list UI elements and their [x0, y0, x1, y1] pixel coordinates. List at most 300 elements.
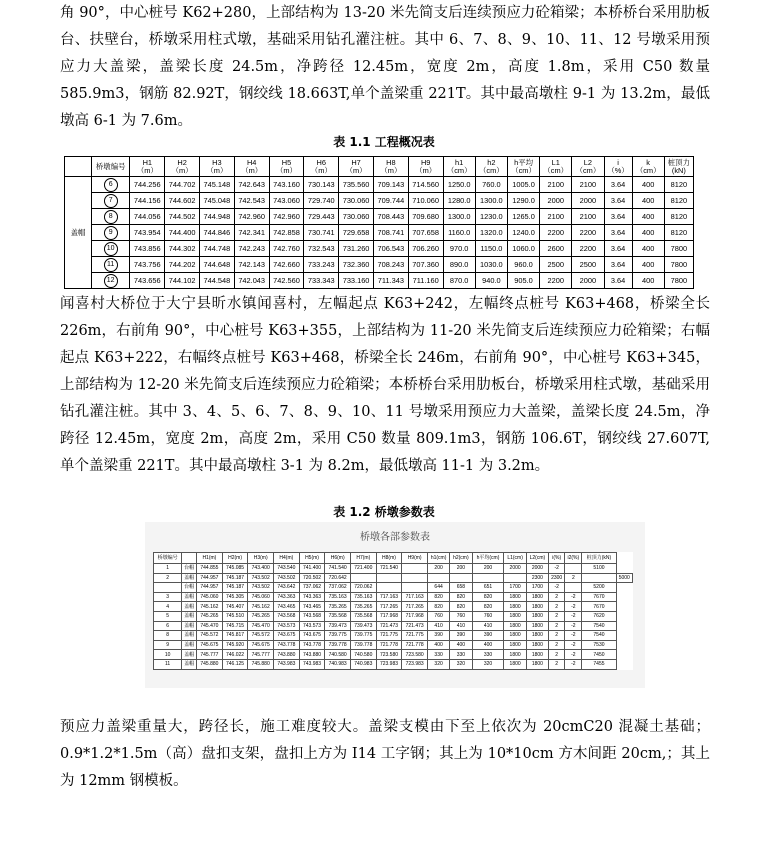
table-cell: 5200 — [582, 583, 616, 593]
table-cell — [402, 573, 428, 583]
table-row — [65, 241, 694, 257]
table-cell: 3.64 — [604, 257, 632, 273]
table-cell: 723.580 — [376, 650, 402, 660]
table-cell: -2 — [549, 564, 565, 574]
table-cell: 743.060 — [269, 193, 304, 209]
table-1-header-cell: 桥墩编号 — [92, 157, 130, 177]
table-1-group-label: 盖帽 — [65, 177, 92, 289]
table-cell: 743.880 — [299, 650, 325, 660]
table-cell: 745.510 — [222, 611, 248, 621]
table-2 — [153, 552, 633, 670]
table-1-header-cell: L2 （cm） — [572, 157, 604, 177]
table-cell: 733.243 — [304, 257, 339, 273]
table-cell: 737.062 — [325, 583, 351, 593]
table-cell: 745.675 — [197, 640, 223, 650]
table-1-header-cell: H3 （m） — [199, 157, 234, 177]
table-cell: 707.658 — [408, 225, 443, 241]
table-cell: 743.502 — [248, 573, 274, 583]
table-cell: 721.775 — [376, 631, 402, 641]
table-cell: 1800 — [504, 650, 526, 660]
table-cell: 320 — [427, 659, 449, 669]
table-cell: 717.968 — [402, 611, 428, 621]
table-cell: 2000 — [540, 193, 572, 209]
table-row — [154, 631, 633, 641]
table-cell: 745.715 — [222, 621, 248, 631]
table-cell: 735.163 — [325, 592, 351, 602]
table-cell: 3.64 — [604, 193, 632, 209]
table-cell: 2200 — [540, 225, 572, 241]
table-cell: 10 — [154, 650, 182, 660]
table-cell: 644 — [427, 583, 449, 593]
table-cell — [402, 564, 428, 574]
pier-number-cell: 6 — [92, 177, 130, 193]
table-1-corner-cell — [65, 157, 92, 177]
table-cell: 2100 — [540, 209, 572, 225]
table-2-header-cell: 桩顶力(kN) — [582, 553, 616, 564]
table-cell: 743.363 — [299, 592, 325, 602]
table-cell: 743.954 — [130, 225, 165, 241]
table-cell: 729.658 — [339, 225, 374, 241]
table-cell: 720.502 — [299, 573, 325, 583]
table-cell: 1800 — [526, 659, 548, 669]
table-2-header-cell: 桥墩编号 — [154, 553, 182, 564]
table-cell: 960.0 — [507, 257, 539, 273]
table-cell: 721.778 — [376, 640, 402, 650]
table-cell: 7800 — [664, 273, 693, 289]
table-cell: 盖帽 — [182, 611, 197, 621]
table-2-header-cell: H6(m) — [325, 553, 351, 564]
table-cell: 200 — [427, 564, 449, 574]
table-cell: 2 — [549, 602, 565, 612]
table-cell: 739.778 — [325, 640, 351, 650]
table-cell: 330 — [450, 650, 472, 660]
table-cell: 735.568 — [325, 611, 351, 621]
table-1-caption: 表 1.1 工程概况表 — [333, 135, 435, 149]
table-cell: 2000 — [572, 273, 604, 289]
table-cell: -2 — [565, 650, 582, 660]
table-cell: 1250.0 — [443, 177, 475, 193]
table-1-header-cell: k （cm） — [632, 157, 664, 177]
table-cell: 746.125 — [222, 659, 248, 669]
table-cell: 745.187 — [222, 583, 248, 593]
table-cell: 717.968 — [376, 611, 402, 621]
table-cell: 1800 — [504, 602, 526, 612]
table-1-header-cell: H7 （m） — [339, 157, 374, 177]
table-cell: 743.778 — [274, 640, 300, 650]
table-cell: 706.260 — [408, 241, 443, 257]
table-row — [154, 650, 633, 660]
table-cell: 740.580 — [351, 650, 377, 660]
table-cell: 743.400 — [248, 564, 274, 574]
table-cell: 6 — [154, 621, 182, 631]
table-1-header-cell: h平均 （cm） — [507, 157, 539, 177]
table-cell: 744.957 — [197, 573, 223, 583]
table-cell: 2200 — [572, 225, 604, 241]
table-cell: 7450 — [582, 650, 616, 660]
table-cell: 2500 — [540, 257, 572, 273]
table-cell: 745.470 — [197, 621, 223, 631]
table-row — [65, 209, 694, 225]
table-cell: 745.162 — [197, 602, 223, 612]
table-cell: 2 — [549, 650, 565, 660]
table-cell: 320 — [450, 659, 472, 669]
table-cell: -2 — [565, 640, 582, 650]
table-2-header-cell: h平均(cm) — [472, 553, 504, 564]
table-cell: 744.846 — [199, 225, 234, 241]
pier-number-cell: 8 — [92, 209, 130, 225]
table-cell: 盖帽 — [182, 631, 197, 641]
table-cell: 390 — [427, 631, 449, 641]
table-cell: 400 — [632, 273, 664, 289]
table-cell: 400 — [632, 193, 664, 209]
table-cell: 400 — [450, 640, 472, 650]
table-cell: 714.560 — [408, 177, 443, 193]
table-cell — [504, 573, 526, 583]
table-cell: 3.64 — [604, 241, 632, 257]
table-cell: 390 — [472, 631, 504, 641]
table-cell: 400 — [632, 241, 664, 257]
table-cell: 200 — [450, 564, 472, 574]
table-2-header-cell — [182, 553, 197, 564]
table-row — [154, 621, 633, 631]
table-cell: 1060.0 — [507, 241, 539, 257]
table-cell: 739.778 — [351, 640, 377, 650]
table-cell: 745.407 — [222, 602, 248, 612]
table-cell: 739.775 — [325, 631, 351, 641]
table-cell: 5 — [154, 611, 182, 621]
table-cell: 2500 — [572, 257, 604, 273]
table-cell: 330 — [472, 650, 504, 660]
table-cell: 1030.0 — [475, 257, 507, 273]
table-cell: 745.920 — [222, 640, 248, 650]
table-cell: 1800 — [504, 631, 526, 641]
table-cell: 743.502 — [248, 583, 274, 593]
table-cell: 735.560 — [339, 177, 374, 193]
table-cell — [376, 573, 402, 583]
table-cell: 710.060 — [408, 193, 443, 209]
table-cell: 盖帽 — [182, 592, 197, 602]
table-cell: 742.043 — [234, 273, 269, 289]
table-cell — [565, 583, 582, 593]
table-cell: 8120 — [664, 209, 693, 225]
table-1-header-cell: L1 （cm） — [540, 157, 572, 177]
table-cell: 2000 — [504, 564, 526, 574]
table-cell: 2 — [154, 573, 182, 583]
table-cell: 717.265 — [376, 602, 402, 612]
table-cell: 760 — [450, 611, 472, 621]
table-cell: 708.741 — [373, 225, 408, 241]
table-cell: 820 — [427, 592, 449, 602]
table-cell: 744.948 — [199, 209, 234, 225]
table-cell: 745.470 — [248, 621, 274, 631]
table-1-header-cell: H5 （m） — [269, 157, 304, 177]
table-row — [65, 257, 694, 273]
table-cell: 709.143 — [373, 177, 408, 193]
table-cell: 1700 — [526, 583, 548, 593]
pier-number-cell: 7 — [92, 193, 130, 209]
table-cell: 733.343 — [304, 273, 339, 289]
table-cell — [376, 583, 402, 593]
table-cell: 744.602 — [165, 193, 200, 209]
table-cell: 11 — [154, 659, 182, 669]
table-cell: 745.777 — [248, 650, 274, 660]
table-cell: 744.502 — [165, 209, 200, 225]
table-cell: -2 — [549, 583, 565, 593]
pier-number-cell: 9 — [92, 225, 130, 241]
table-2-header-cell: H7(m) — [351, 553, 377, 564]
table-cell: 741.540 — [325, 564, 351, 574]
table-cell: 7670 — [582, 592, 616, 602]
table-cell: 742.560 — [269, 273, 304, 289]
table-cell: 744.056 — [130, 209, 165, 225]
table-cell: 1800 — [526, 602, 548, 612]
table-cell: 7530 — [582, 640, 616, 650]
table-cell: 3.64 — [604, 177, 632, 193]
table-cell: 745.162 — [248, 602, 274, 612]
table-cell: 台帽 — [182, 583, 197, 593]
table-cell: 200 — [472, 564, 504, 574]
table-cell: 717.163 — [402, 592, 428, 602]
table-cell: 744.957 — [197, 583, 223, 593]
table-cell: 410 — [427, 621, 449, 631]
table-cell: 744.702 — [165, 177, 200, 193]
table-cell: 1800 — [504, 621, 526, 631]
table-cell: 739.473 — [325, 621, 351, 631]
table-cell: 730.741 — [304, 225, 339, 241]
table-cell: 8120 — [664, 225, 693, 241]
table-cell: 1150.0 — [475, 241, 507, 257]
table-cell: 720.062 — [351, 583, 377, 593]
table-1-header-cell: 桩顶力 (kN) — [664, 157, 693, 177]
table-cell: 1800 — [504, 611, 526, 621]
table-cell: 7800 — [664, 241, 693, 257]
table-cell: 2300 — [549, 573, 565, 583]
table-cell: 742.960 — [269, 209, 304, 225]
table-cell: 708.243 — [373, 257, 408, 273]
table-1-header-cell: i （%） — [604, 157, 632, 177]
table-cell: 410 — [450, 621, 472, 631]
table-cell: 2 — [549, 621, 565, 631]
pier-number-cell: 11 — [92, 257, 130, 273]
table-cell: -2 — [565, 631, 582, 641]
table-cell: 743.573 — [299, 621, 325, 631]
table-cell: 870.0 — [443, 273, 475, 289]
table-cell: 742.143 — [234, 257, 269, 273]
table-cell: -2 — [565, 592, 582, 602]
table-cell: 2000 — [526, 564, 548, 574]
table-cell: 711.343 — [373, 273, 408, 289]
table-row — [154, 583, 633, 593]
table-cell: 745.777 — [197, 650, 223, 660]
table-cell: 743.983 — [299, 659, 325, 669]
table-cell: 742.760 — [269, 241, 304, 257]
table-cell: 707.360 — [408, 257, 443, 273]
table-cell: -2 — [565, 602, 582, 612]
table-cell: 730.060 — [339, 209, 374, 225]
table-cell: 739.775 — [351, 631, 377, 641]
table-cell: 745.817 — [222, 631, 248, 641]
table-cell: 744.202 — [165, 257, 200, 273]
table-row — [154, 602, 633, 612]
table-cell: 721.473 — [376, 621, 402, 631]
table-cell: 730.143 — [304, 177, 339, 193]
table-cell: 7620 — [582, 611, 616, 621]
table-row — [65, 273, 694, 289]
table-2-header-cell: h2(cm) — [450, 553, 472, 564]
table-cell: 2 — [549, 592, 565, 602]
table-cell: 盖帽 — [182, 650, 197, 660]
table-1 — [64, 156, 694, 289]
table-cell: 400 — [427, 640, 449, 650]
table-cell: 760.0 — [475, 177, 507, 193]
table-cell: 744.855 — [197, 564, 223, 574]
paragraph-2: 闻喜村大桥位于大宁县昕水镇闻喜村，左幅起点 K63+242，左幅终点桩号 K63+468，桥梁全长 226m，右前角 90°，中心桩号 K63+355，上部结构为 11-20 米先简支后连续预应力砼箱梁；右幅起点 K63+222，右幅终点桩号 K63+468，桥梁全长 246m，右前角 90°，中心桩号 K63+345，上部结构为 12-20 米先简支后连续预应力砼箱梁；本桥桥台采用肋板台，桥墩采用柱式墩，基础采用钻孔灌注桩。其中 3、4、5、6、7、8、9、10、11 号墩采用预应力大盖梁，盖梁长度 24.5m，净跨径 12.45m，宽度 2m，高度 2m，采用 C50 数量 809.1m3，钢筋 106.6T，钢绞线 27.607T,单个盖梁重 221T。其中最高墩柱 3-1 为 8.2m，最低墩高 11-1 为 3.2m。 — [60, 296, 710, 474]
table-1-header-cell: H2 （m） — [165, 157, 200, 177]
table-cell: 2100 — [572, 209, 604, 225]
table-cell: 1160.0 — [443, 225, 475, 241]
table-1-header-cell: H4 （m） — [234, 157, 269, 177]
table-cell: 743.568 — [274, 611, 300, 621]
table-cell: -2 — [565, 659, 582, 669]
table-cell: 9 — [154, 640, 182, 650]
table-1-header-cell: H6 （m） — [304, 157, 339, 177]
table-cell: 723.580 — [402, 650, 428, 660]
table-cell: 745.148 — [199, 177, 234, 193]
table-cell: 742.660 — [269, 257, 304, 273]
table-cell: 744.548 — [199, 273, 234, 289]
table-row — [65, 193, 694, 209]
table-2-caption: 表 1.2 桥墩参数表 — [333, 505, 435, 519]
table-cell: 742.341 — [234, 225, 269, 241]
table-cell: 735.265 — [325, 602, 351, 612]
table-cell: -2 — [565, 611, 582, 621]
table-cell: 743.465 — [274, 602, 300, 612]
table-cell: 820 — [472, 602, 504, 612]
table-cell: 390 — [450, 631, 472, 641]
table-cell — [472, 573, 504, 583]
table-cell: 717.265 — [402, 602, 428, 612]
table-cell: 400 — [472, 640, 504, 650]
table-cell: 1800 — [504, 640, 526, 650]
table-2-header-cell: h1(cm) — [427, 553, 449, 564]
table-cell: 1800 — [526, 650, 548, 660]
table-cell: 745.085 — [222, 564, 248, 574]
table-cell — [450, 573, 472, 583]
table-cell: 721.473 — [402, 621, 428, 631]
table-cell: 7540 — [582, 621, 616, 631]
table-cell: 1005.0 — [507, 177, 539, 193]
table-cell: 744.256 — [130, 177, 165, 193]
table-cell — [582, 573, 616, 583]
table-cell: 721.540 — [376, 564, 402, 574]
table-cell: 3.64 — [604, 225, 632, 241]
table-cell: 744.102 — [165, 273, 200, 289]
table-cell: 743.856 — [130, 241, 165, 257]
table-cell: 2600 — [540, 241, 572, 257]
table-cell: 742.960 — [234, 209, 269, 225]
table-cell: 2 — [549, 640, 565, 650]
table-cell: 745.187 — [222, 573, 248, 583]
table-cell: 745.048 — [199, 193, 234, 209]
table-cell: 970.0 — [443, 241, 475, 257]
table-1-header — [65, 157, 694, 177]
table-cell: 3.64 — [604, 273, 632, 289]
table-cell: 1265.0 — [507, 209, 539, 225]
table-cell: 744.748 — [199, 241, 234, 257]
table-cell — [565, 564, 582, 574]
table-cell: 盖帽 — [182, 602, 197, 612]
table-cell: 1800 — [504, 659, 526, 669]
table-cell: 1230.0 — [475, 209, 507, 225]
table-cell: 735.265 — [351, 602, 377, 612]
table-cell: 2 — [565, 573, 582, 583]
table-cell — [427, 573, 449, 583]
table-cell: 745.060 — [197, 592, 223, 602]
table-cell: 820 — [472, 592, 504, 602]
table-cell: 743.675 — [274, 631, 300, 641]
table-cell: 盖帽 — [182, 640, 197, 650]
table-cell: 1300.0 — [443, 209, 475, 225]
table-cell: 2 — [549, 631, 565, 641]
table-2-header-cell: L1(cm) — [504, 553, 526, 564]
table-cell: 708.443 — [373, 209, 408, 225]
table-cell: 745.675 — [248, 640, 274, 650]
table-cell: 745.060 — [248, 592, 274, 602]
table-cell: 732.360 — [339, 257, 374, 273]
paragraph-3: 预应力盖梁重量大，跨径长，施工难度较大。盖梁支模由下至上依次为 20cmC20 混凝土基础；0.9*1.2*1.5m（高）盘扣支架，盘扣上方为 I14 工字钢；其上为 10*10cm 方木间距 20cm,；其上为 12mm 钢模板。 — [60, 719, 710, 789]
table-1-header-cell: h1 （cm） — [443, 157, 475, 177]
table-2-header-cell: H8(m) — [376, 553, 402, 564]
table-cell: 1800 — [526, 631, 548, 641]
table-cell: 745.305 — [222, 592, 248, 602]
table-cell: 732.543 — [304, 241, 339, 257]
table-2-header — [154, 553, 633, 564]
table-cell: 743.465 — [299, 602, 325, 612]
table-cell: 905.0 — [507, 273, 539, 289]
table-cell: 1240.0 — [507, 225, 539, 241]
table-cell — [351, 573, 377, 583]
table-cell: 3 — [154, 592, 182, 602]
table-cell: 743.363 — [274, 592, 300, 602]
table-cell: 744.302 — [165, 241, 200, 257]
table-cell: 651 — [472, 583, 504, 593]
table-cell: 1800 — [526, 592, 548, 602]
table-cell: 709.680 — [408, 209, 443, 225]
table-2-header-cell: i(%) — [549, 553, 565, 564]
table-1-header-cell: H9 （m） — [408, 157, 443, 177]
table-cell: 1800 — [504, 592, 526, 602]
table-cell: 760 — [472, 611, 504, 621]
table-cell: 739.473 — [351, 621, 377, 631]
table-cell: 330 — [427, 650, 449, 660]
table-cell: 743.756 — [130, 257, 165, 273]
table-cell: 7670 — [582, 602, 616, 612]
table-cell: 2300 — [526, 573, 548, 583]
table-cell: 890.0 — [443, 257, 475, 273]
table-cell: 735.568 — [351, 611, 377, 621]
table-cell: 729.443 — [304, 209, 339, 225]
table-cell: 717.163 — [376, 592, 402, 602]
table-cell: 744.648 — [199, 257, 234, 273]
table-cell: 743.983 — [274, 659, 300, 669]
table-cell: 743.568 — [299, 611, 325, 621]
table-cell: 742.643 — [234, 177, 269, 193]
table-1-header-cell: H8 （m） — [373, 157, 408, 177]
table-cell: 745.265 — [248, 611, 274, 621]
table-2-header-cell: H9(m) — [402, 553, 428, 564]
table-2-header-cell: H2(m) — [222, 553, 248, 564]
table-2-header-cell: H5(m) — [299, 553, 325, 564]
